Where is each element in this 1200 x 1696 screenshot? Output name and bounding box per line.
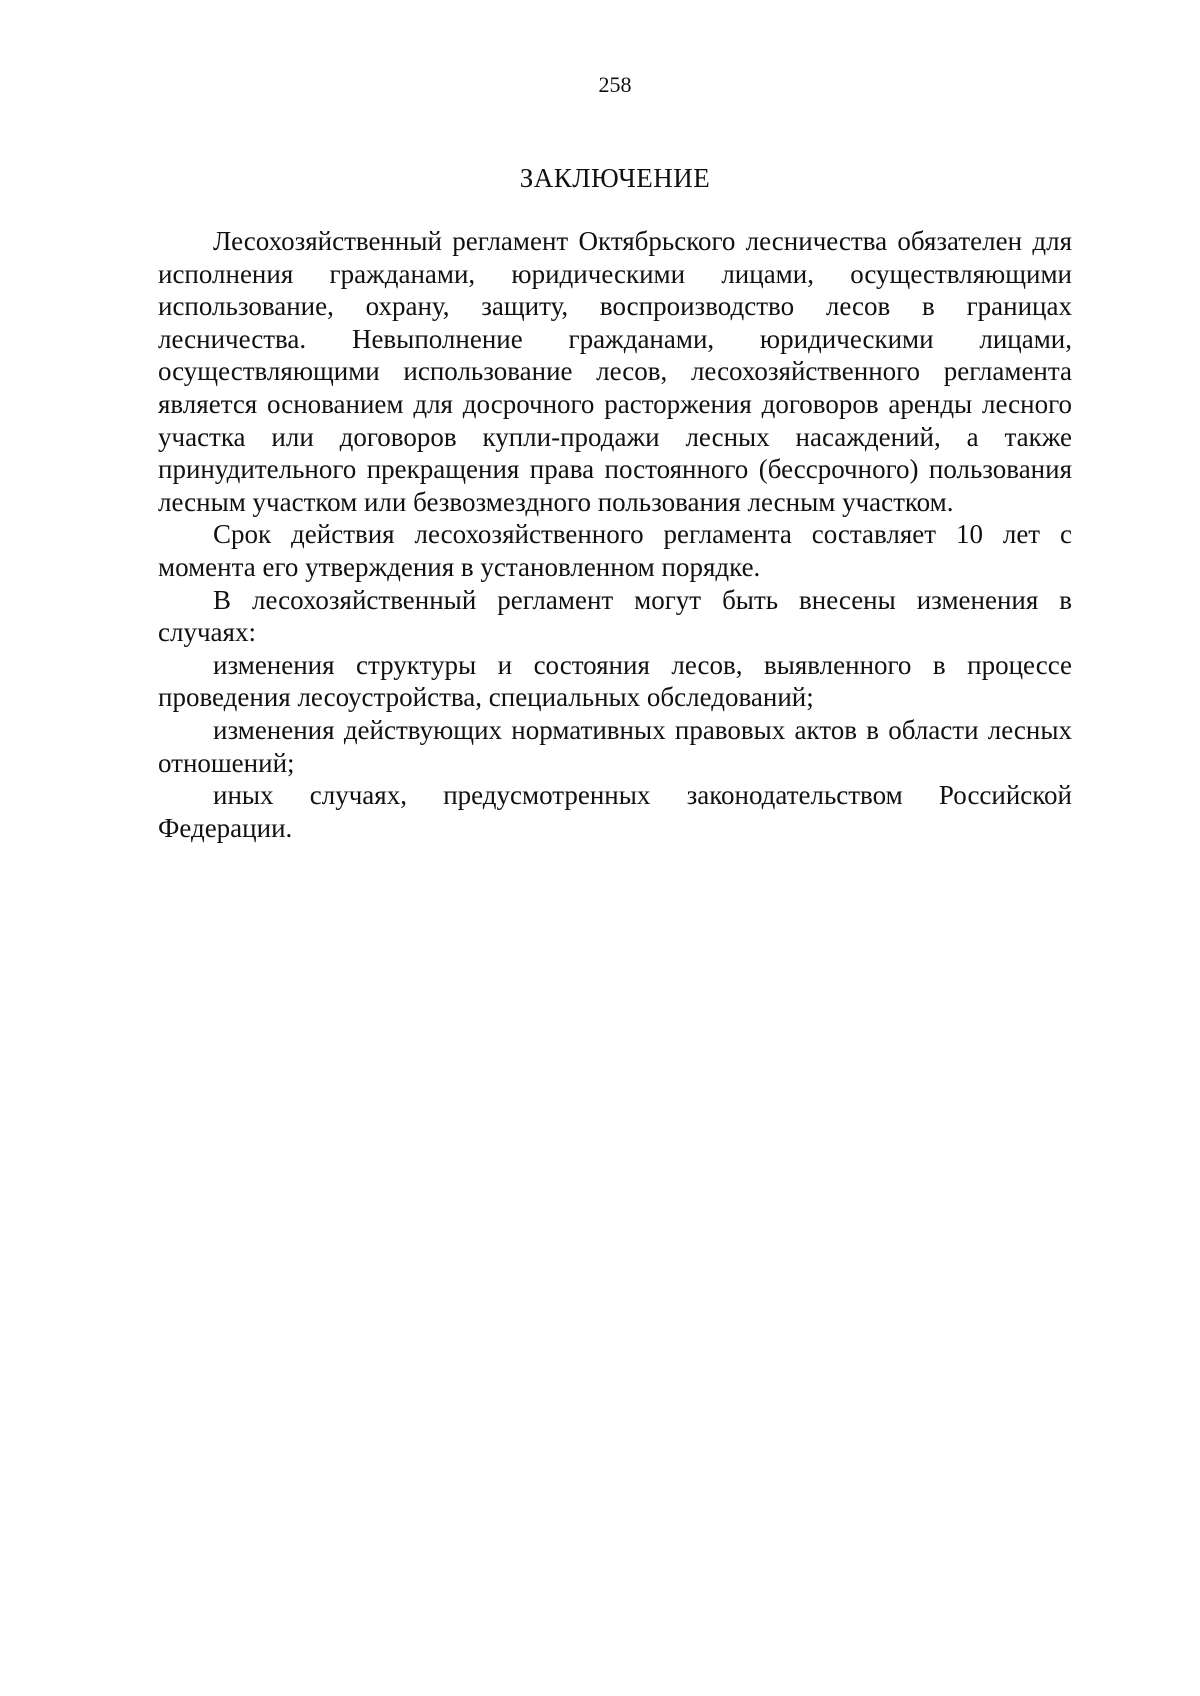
- paragraph: Срок действия лесохозяйственного регламента составляет 10 лет с момента его утверждения в установленном порядке.: [158, 519, 1072, 582]
- paragraph: изменения структуры и состояния лесов, выявленного в процессе проведения лесоустройства, специальных обследований;: [158, 649, 1072, 713]
- paragraph: иных случаях, предусмотренных законодательством Российской Федерации.: [158, 780, 1072, 843]
- body-text: [158, 225, 1072, 844]
- paragraph: изменения действующих нормативных правовых актов в области лесных отношений;: [158, 714, 1072, 778]
- paragraph: Лесохозяйственный регламент Октябрьского лесничества обязателен для исполнения гражданами, юридическими лицами, осуществляющими использование, охрану, защиту, воспроизводство лесов в границах лесничества. Невыполнение гражданами, юридическими лицами, осуществляющими использование лесов, лесохозяйственного регламента является основанием для досрочного расторжения договоров аренды лесного участка или договоров купли-продажи лесных насаждений, а также принудительного прекращения права постоянного (бессрочного) пользования лесным участком или безвозмездного пользования лесным участком.: [158, 226, 1072, 517]
- section-heading: ЗАКЛЮЧЕНИЕ: [519, 163, 711, 193]
- paragraph: В лесохозяйственный регламент могут быть внесены изменения в случаях:: [158, 584, 1072, 648]
- page-number: 258: [598, 72, 632, 97]
